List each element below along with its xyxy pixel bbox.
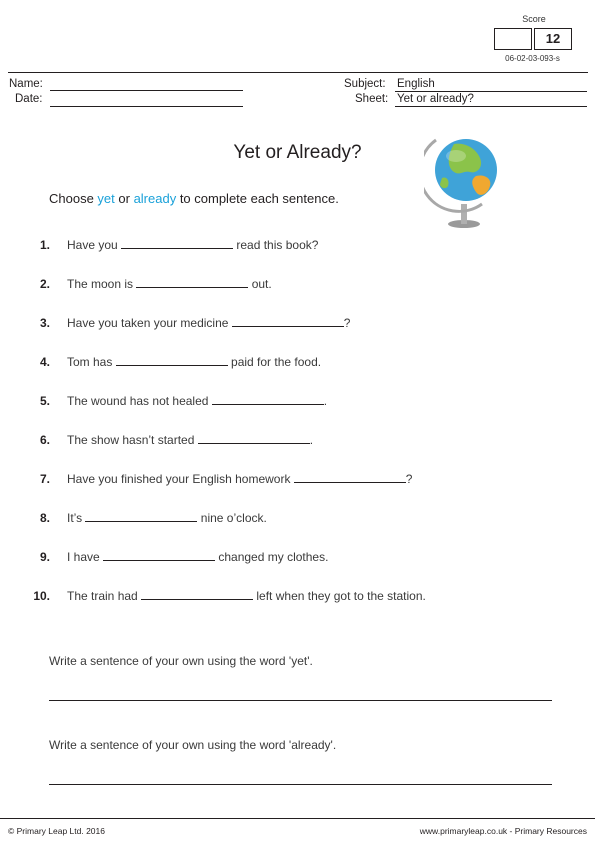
instruction-pre: Choose <box>49 191 98 206</box>
question-number: 10. <box>33 589 50 603</box>
instruction-post: to complete each sentence. <box>176 191 339 206</box>
answer-blank[interactable] <box>85 511 197 522</box>
question-number: 7. <box>39 472 50 486</box>
write-line-yet[interactable] <box>49 700 552 701</box>
date-label: Date: <box>15 93 43 105</box>
question-text: Tom has <box>67 355 116 369</box>
question-number: 1. <box>39 238 50 252</box>
question-number: 5. <box>39 394 50 408</box>
question-number: 3. <box>39 316 50 330</box>
write-prompt-yet: Write a sentence of your own using the word 'yet'. <box>49 654 313 668</box>
question-text: nine o’clock. <box>197 511 267 525</box>
footer-copyright: © Primary Leap Ltd. 2016 <box>8 826 105 836</box>
question-number: 8. <box>39 511 50 525</box>
subject-field-line <box>395 91 587 92</box>
question-number: 9. <box>39 550 50 564</box>
question-text: I have <box>67 550 104 564</box>
name-label: Name: <box>9 78 43 90</box>
answer-blank[interactable] <box>116 355 228 366</box>
answer-blank[interactable] <box>121 238 233 249</box>
write-line-already[interactable] <box>49 784 552 785</box>
footer-website[interactable]: www.primaryleap.co.uk - Primary Resources <box>419 826 587 836</box>
question-text: The show hasn’t started <box>67 433 198 447</box>
question-text: ? <box>343 316 351 330</box>
sheet-field-line <box>395 106 587 107</box>
page-title: Yet or Already? <box>233 142 362 163</box>
question-text: changed my clothes. <box>215 550 329 564</box>
instruction-word-already: already <box>133 191 177 206</box>
question-text: . <box>323 394 328 408</box>
answer-blank[interactable] <box>141 589 253 600</box>
question-text: The wound has not healed <box>67 394 212 408</box>
question-text: The train had <box>67 589 142 603</box>
question-text: ? <box>405 472 413 486</box>
question-text: Have you <box>67 238 122 252</box>
question-number: 6. <box>39 433 50 447</box>
write-prompt-already: Write a sentence of your own using the word 'already'. <box>49 738 337 752</box>
date-field[interactable] <box>50 106 243 107</box>
question-text: Have you taken your medicine <box>67 316 232 330</box>
footer-divider <box>0 818 595 819</box>
question-text: It’s <box>67 511 86 525</box>
question-text: paid for the food. <box>227 355 322 369</box>
sheet-value: Yet or already? <box>397 93 474 105</box>
globe-icon <box>424 128 504 230</box>
answer-blank[interactable] <box>103 550 215 561</box>
sheet-label: Sheet: <box>355 93 389 105</box>
subject-label: Subject: <box>344 78 386 90</box>
question-text: Have you finished your English homework <box>67 472 294 486</box>
header-divider <box>8 72 588 73</box>
answer-blank[interactable] <box>136 277 248 288</box>
score-label: Score <box>522 14 546 24</box>
answer-blank[interactable] <box>198 433 310 444</box>
instruction <box>49 191 339 206</box>
score-input-box[interactable] <box>494 28 532 50</box>
question-number: 4. <box>39 355 50 369</box>
answer-blank[interactable] <box>212 394 324 405</box>
question-text: . <box>309 433 314 447</box>
subject-value: English <box>397 78 435 90</box>
question-text: out. <box>248 277 272 291</box>
sheet-code: 06-02-03-093-s <box>505 54 560 63</box>
question-number: 2. <box>39 277 50 291</box>
question-text: left when they got to the station. <box>253 589 426 603</box>
name-field[interactable] <box>50 90 243 91</box>
instruction-mid: or <box>114 191 134 206</box>
answer-blank[interactable] <box>232 316 344 327</box>
question-text: The moon is <box>67 277 137 291</box>
score-total: 12 <box>534 28 572 50</box>
answer-blank[interactable] <box>294 472 406 483</box>
instruction-word-yet: yet <box>97 191 115 206</box>
question-text: read this book? <box>233 238 319 252</box>
